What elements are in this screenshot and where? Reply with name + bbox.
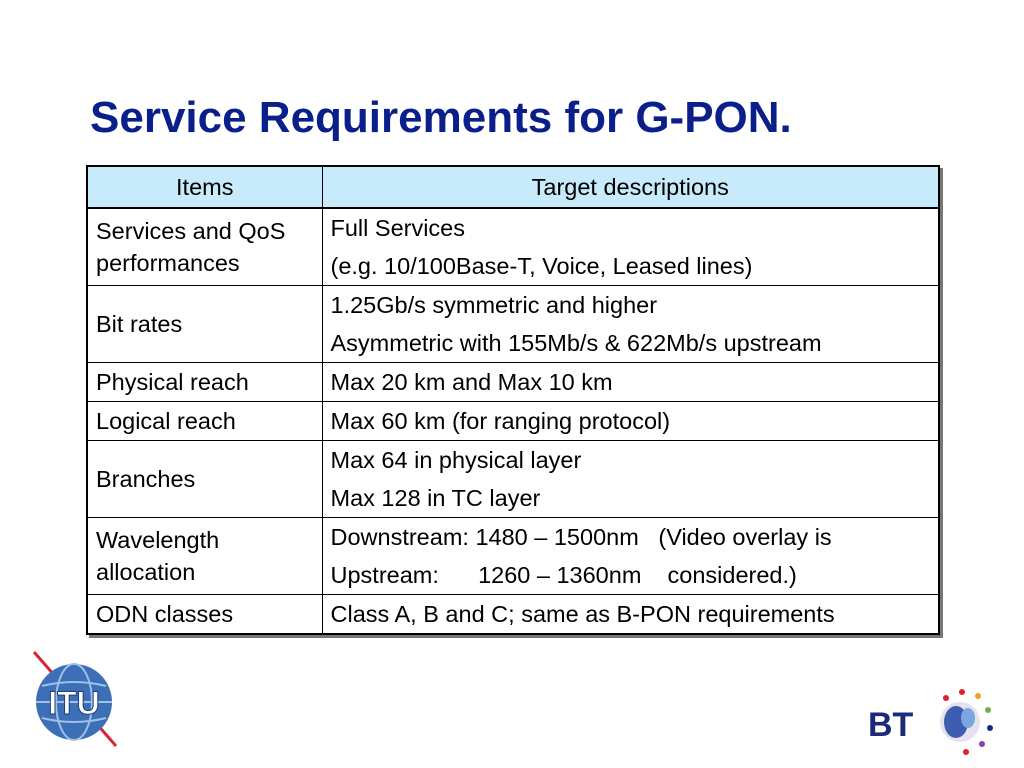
description-line: Class A, B and C; same as B-PON requirements (330, 601, 835, 627)
row-description (322, 402, 939, 441)
row-description (322, 208, 939, 286)
description-line: Full Services (330, 215, 466, 241)
service-requirements-table (86, 165, 940, 635)
description-line: Max 60 km (for ranging protocol) (330, 408, 671, 434)
description-line: Upstream: 1260 – 1360nm considered.) (330, 562, 797, 588)
table-row (87, 208, 939, 286)
row-item: ODN classes (87, 595, 322, 635)
description-line: Max 64 in physical layer (330, 447, 582, 473)
row-item: Services and QoS performances (87, 208, 322, 286)
description-line: 1.25Gb/s symmetric and higher (330, 292, 658, 318)
row-description (322, 286, 939, 363)
description-line: Max 20 km and Max 10 km (330, 369, 613, 395)
table-row (87, 402, 939, 441)
description-line: (e.g. 10/100Base-T, Voice, Leased lines) (330, 253, 753, 279)
description-line: Max 128 in TC layer (330, 485, 541, 511)
header-items: Items (87, 166, 322, 208)
slide-title: Service Requirements for G-PON. (90, 93, 792, 142)
row-item: Wavelength allocation (87, 518, 322, 595)
description-line: Downstream: 1480 – 1500nm (Video overlay is (330, 524, 832, 550)
table-row (87, 595, 939, 635)
itu-globe-logo-icon (24, 648, 128, 752)
itu-logo-text: ITU (48, 685, 100, 721)
row-item: Branches (87, 441, 322, 518)
row-item: Bit rates (87, 286, 322, 363)
table-row (87, 363, 939, 402)
table-row (87, 441, 939, 518)
header-target-descriptions: Target descriptions (322, 166, 939, 208)
row-description (322, 363, 939, 402)
table-header-row (87, 166, 939, 208)
bt-piper-logo-icon (866, 684, 996, 756)
row-item: Logical reach (87, 402, 322, 441)
table-row (87, 286, 939, 363)
row-item: Physical reach (87, 363, 322, 402)
description-line: Asymmetric with 155Mb/s & 622Mb/s upstream (330, 330, 822, 356)
row-description (322, 441, 939, 518)
table-row (87, 518, 939, 595)
row-description (322, 595, 939, 635)
bt-logo-text: BT (868, 706, 914, 744)
row-description (322, 518, 939, 595)
